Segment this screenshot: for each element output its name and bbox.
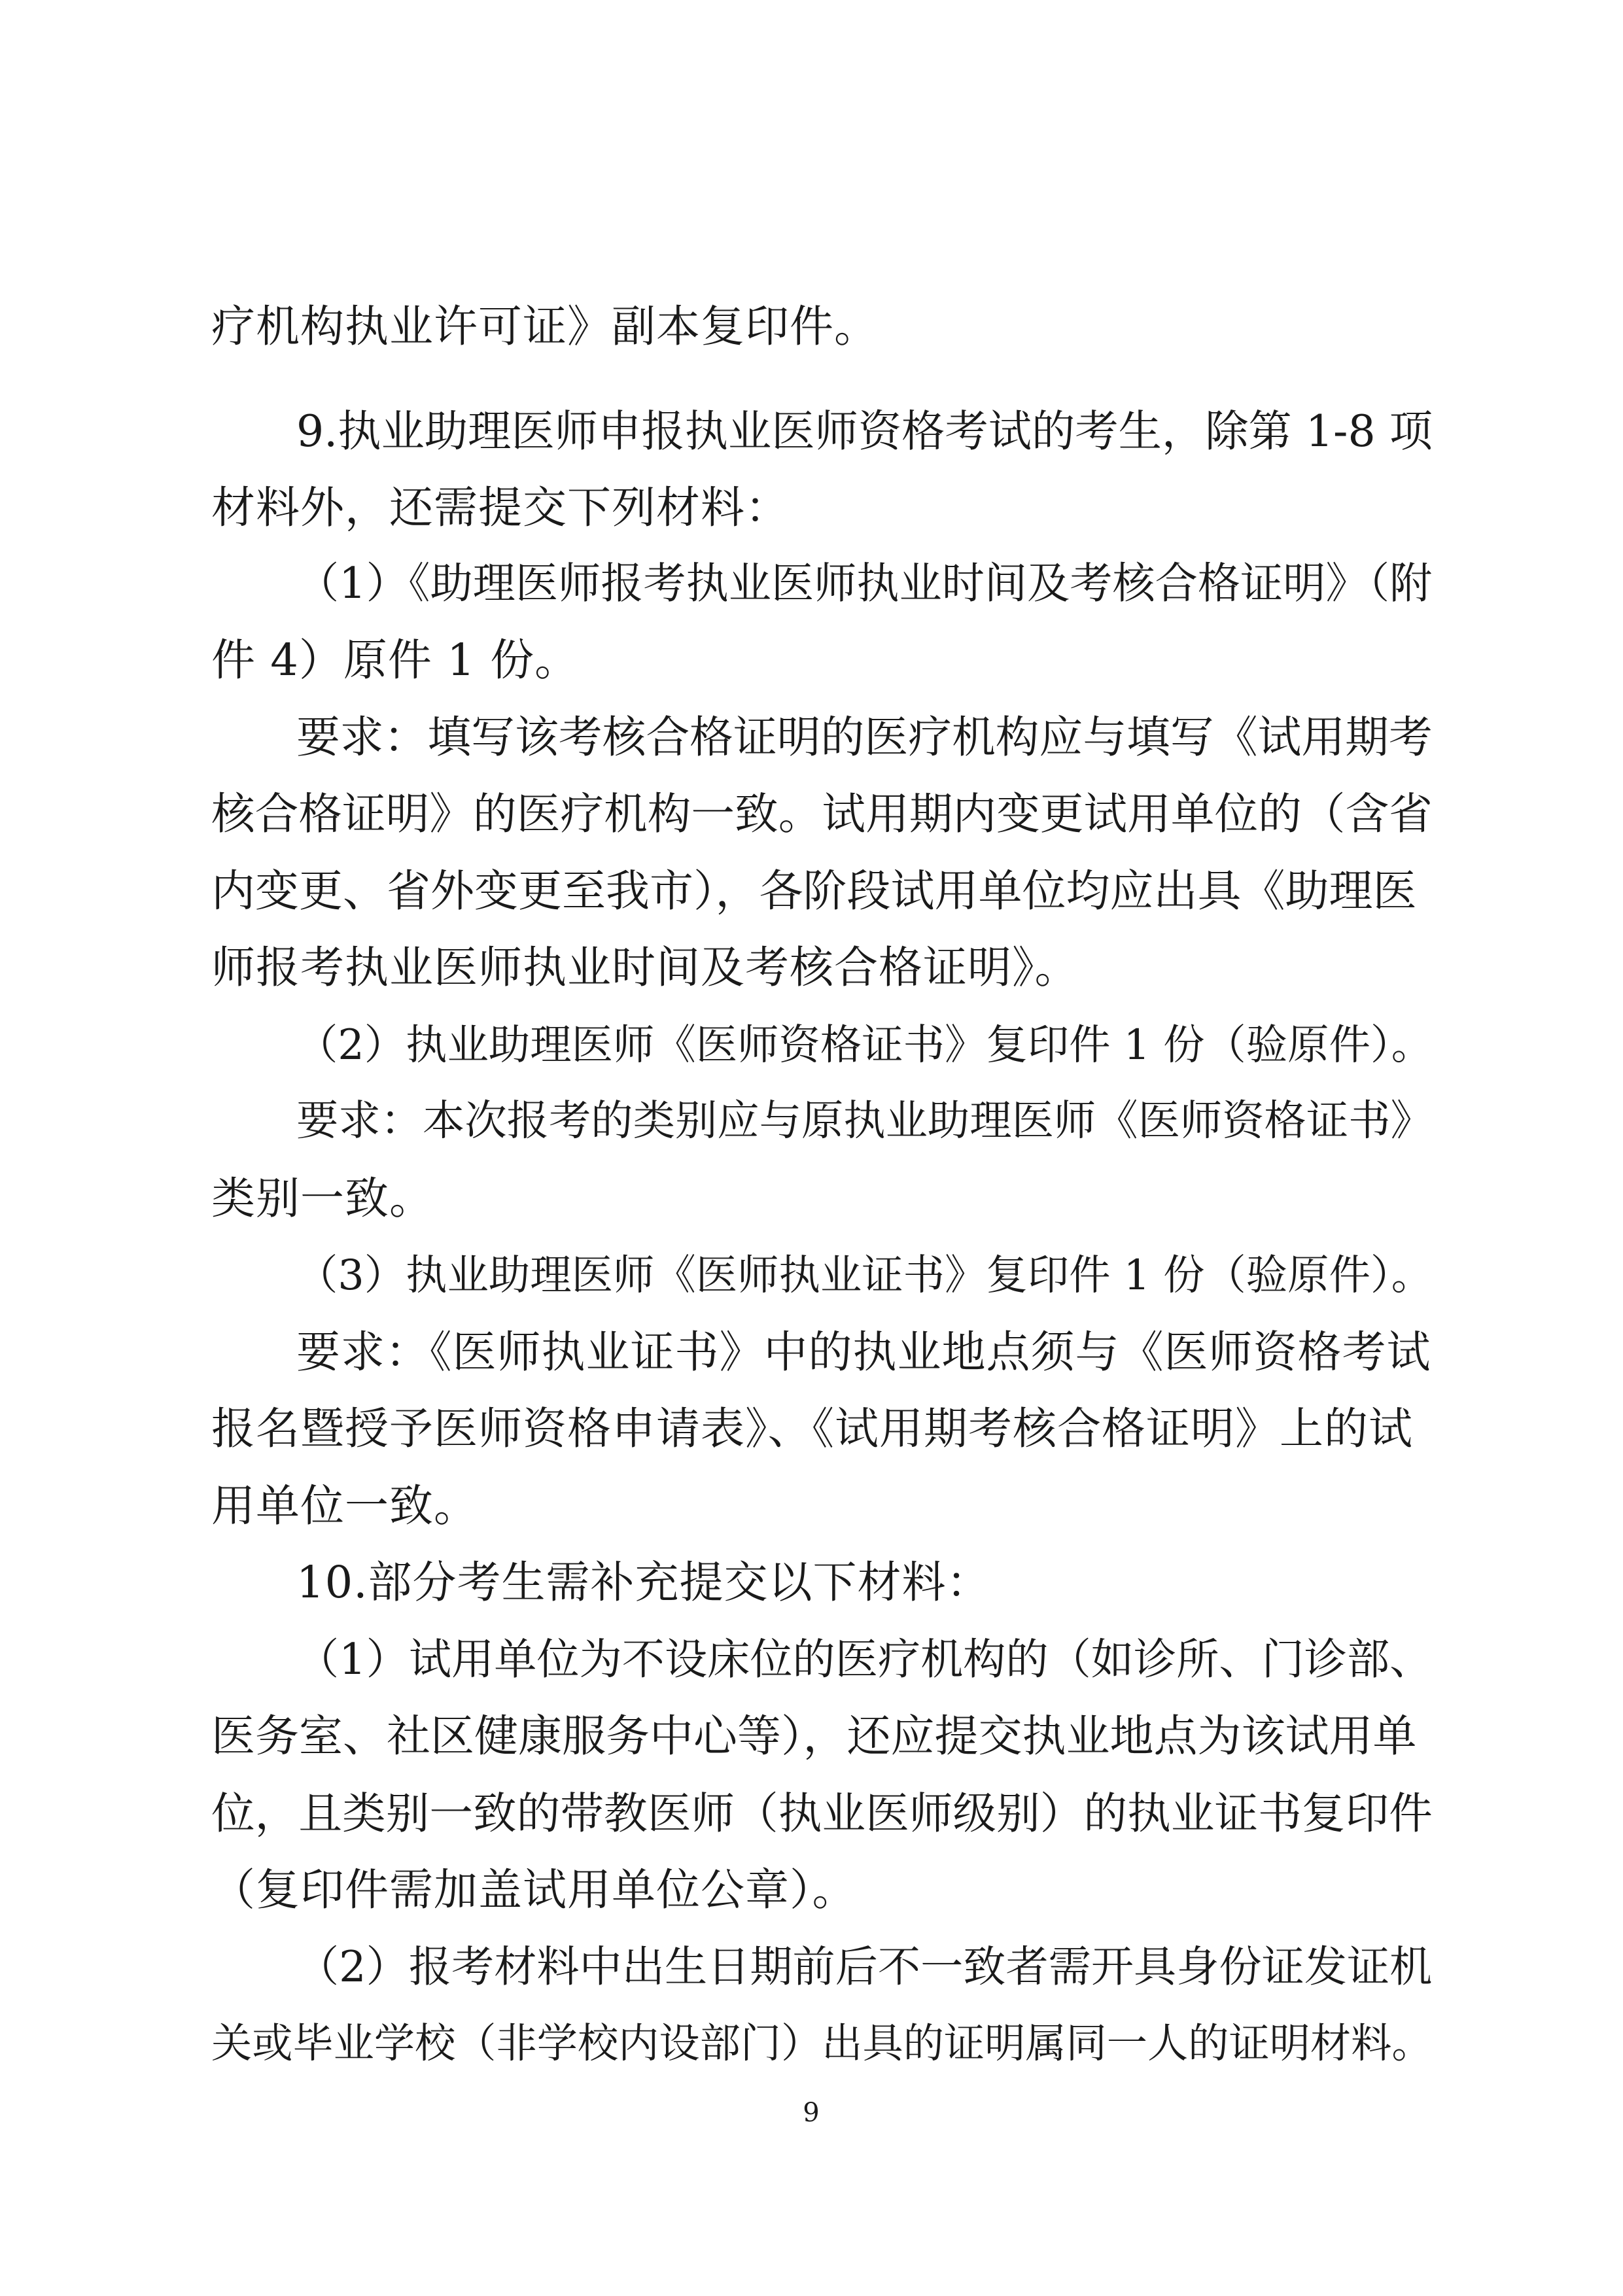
text-line-22: （2）报考材料中出生日期前后不一致者需开具身份证发证机	[296, 1942, 1433, 1992]
text-line-18: （1）试用单位为不设床位的医疗机构的（如诊所、门诊部、	[296, 1635, 1433, 1684]
text-line-8: 内变更、省外变更至我市），各阶段试用单位均应出具《助理医	[211, 865, 1417, 916]
text-line-7: 核合格证明》的医疗机构一致。试用期内变更试用单位的（含省	[211, 788, 1433, 839]
page-number: 9	[803, 2098, 820, 2128]
text-line-6: 要求：填写该考核合格证明的医疗机构应与填写《试用期考	[296, 712, 1433, 763]
text-line-19: 医务室、社区健康服务中心等），还应提交执业地点为该试用单	[211, 1711, 1417, 1762]
text-line-11: 要求：本次报考的类别应与原执业助理医师《医师资格证书》	[296, 1096, 1433, 1145]
text-line-4: （1）《助理医师报考执业医师执业时间及考核合格证明》（附	[296, 559, 1433, 608]
text-line-3: 材料外，还需提交下列材料：	[211, 482, 790, 533]
text-line-17: 10.部分考生需补充提交以下材料：	[296, 1557, 991, 1608]
text-line-16: 用单位一致。	[211, 1480, 478, 1531]
text-line-5: 件 4）原件 1 份。	[211, 635, 580, 686]
text-line-12: 类别一致。	[211, 1173, 434, 1224]
text-line-9: 师报考执业医师执业时间及考核合格证明》。	[211, 942, 1079, 993]
text-line-21: （复印件需加盖试用单位公章）。	[211, 1864, 857, 1915]
text-line-10: （2）执业助理医师《医师资格证书》复印件 1 份（验原件）。	[296, 1020, 1433, 1069]
text-line-15: 报名暨授予医师资格申请表》、《试用期考核合格证明》上的试	[211, 1403, 1413, 1454]
text-line-1: 疗机构执业许可证》副本复印件。	[211, 301, 879, 352]
text-line-13: （3）执业助理医师《医师执业证书》复印件 1 份（验原件）。	[296, 1251, 1433, 1299]
text-line-20: 位，且类别一致的带教医师（执业医师级别）的执业证书复印件	[211, 1788, 1433, 1839]
text-line-14: 要求：《医师执业证书》中的执业地点须与《医师资格考试	[296, 1327, 1431, 1378]
text-line-2: 9.执业助理医师申报执业医师资格考试的考生，除第 1-8 项	[296, 406, 1433, 457]
text-line-23: 关或毕业学校（非学校内设部门）出具的证明属同一人的证明材料。	[211, 2019, 1433, 2067]
